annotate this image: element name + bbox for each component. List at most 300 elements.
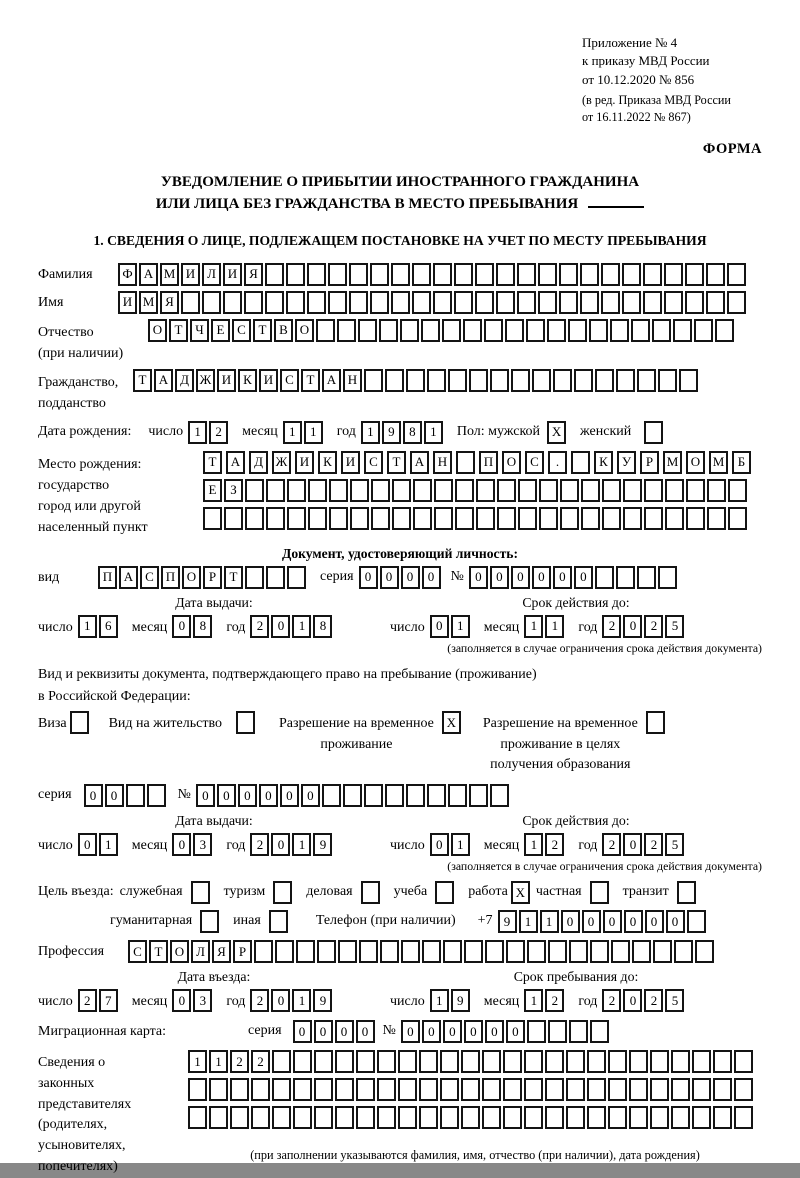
char-cell[interactable] — [616, 369, 635, 392]
char-cell[interactable] — [671, 1050, 690, 1073]
char-cell[interactable] — [538, 263, 557, 286]
char-cell[interactable] — [665, 507, 684, 530]
char-cell[interactable]: Т — [224, 566, 243, 589]
char-cell[interactable]: 1 — [292, 989, 311, 1012]
char-cell[interactable] — [602, 479, 621, 502]
char-cell[interactable] — [338, 940, 357, 963]
char-cell[interactable] — [734, 1106, 753, 1129]
char-cell[interactable] — [727, 263, 746, 286]
char-cell[interactable]: Я — [160, 291, 179, 314]
char-cell[interactable]: 1 — [99, 833, 118, 856]
char-cell[interactable] — [328, 291, 347, 314]
char-cell[interactable] — [421, 319, 440, 342]
char-cell[interactable] — [434, 479, 453, 502]
char-cell[interactable]: М — [709, 451, 728, 474]
char-cell[interactable] — [566, 1050, 585, 1073]
char-cell[interactable] — [496, 263, 515, 286]
char-cell[interactable]: 0 — [271, 989, 290, 1012]
char-cell[interactable]: Н — [433, 451, 452, 474]
char-cell[interactable] — [287, 507, 306, 530]
char-cell[interactable]: 0 — [422, 1020, 441, 1043]
char-cell[interactable]: 0 — [196, 784, 215, 807]
char-cell[interactable] — [629, 1078, 648, 1101]
char-cell[interactable] — [461, 1106, 480, 1129]
char-cell[interactable]: Л — [191, 940, 210, 963]
char-cell[interactable] — [203, 507, 222, 530]
char-cell[interactable]: 0 — [271, 615, 290, 638]
char-cell[interactable] — [629, 1050, 648, 1073]
residence-permit-checkbox[interactable] — [236, 711, 255, 734]
char-cell[interactable] — [484, 319, 503, 342]
char-cell[interactable] — [314, 1106, 333, 1129]
char-cell[interactable]: Т — [387, 451, 406, 474]
char-cell[interactable]: 0 — [464, 1020, 483, 1043]
char-cell[interactable] — [587, 1106, 606, 1129]
char-cell[interactable]: 9 — [382, 421, 401, 444]
char-cell[interactable] — [188, 1106, 207, 1129]
char-cell[interactable]: М — [663, 451, 682, 474]
char-cell[interactable] — [538, 291, 557, 314]
char-cell[interactable]: 2 — [644, 833, 663, 856]
purpose-study-checkbox[interactable] — [435, 881, 454, 904]
char-cell[interactable]: 1 — [430, 989, 449, 1012]
char-cell[interactable] — [377, 1050, 396, 1073]
char-cell[interactable] — [713, 1050, 732, 1073]
char-cell[interactable] — [692, 1106, 711, 1129]
char-cell[interactable]: 2 — [644, 989, 663, 1012]
char-cell[interactable]: О — [148, 319, 167, 342]
char-cell[interactable] — [463, 319, 482, 342]
char-cell[interactable]: 9 — [451, 989, 470, 1012]
char-cell[interactable] — [317, 940, 336, 963]
char-cell[interactable] — [427, 784, 446, 807]
char-cell[interactable] — [505, 319, 524, 342]
char-cell[interactable]: 0 — [623, 615, 642, 638]
char-cell[interactable]: Н — [343, 369, 362, 392]
char-cell[interactable] — [622, 291, 641, 314]
char-cell[interactable]: 0 — [666, 910, 685, 933]
char-cell[interactable]: О — [295, 319, 314, 342]
char-cell[interactable]: 9 — [313, 833, 332, 856]
char-cell[interactable]: 0 — [172, 833, 191, 856]
char-cell[interactable] — [335, 1078, 354, 1101]
char-cell[interactable] — [335, 1050, 354, 1073]
char-cell[interactable] — [653, 940, 672, 963]
char-cell[interactable] — [265, 263, 284, 286]
char-cell[interactable]: З — [224, 479, 243, 502]
char-cell[interactable]: 0 — [238, 784, 257, 807]
char-cell[interactable]: 0 — [105, 784, 124, 807]
char-cell[interactable] — [245, 566, 264, 589]
char-cell[interactable] — [587, 1050, 606, 1073]
char-cell[interactable] — [307, 291, 326, 314]
char-cell[interactable]: 0 — [623, 989, 642, 1012]
char-cell[interactable]: 1 — [519, 910, 538, 933]
char-cell[interactable] — [713, 1078, 732, 1101]
char-cell[interactable]: И — [118, 291, 137, 314]
char-cell[interactable]: 1 — [545, 615, 564, 638]
char-cell[interactable]: 1 — [361, 421, 380, 444]
char-cell[interactable] — [251, 1106, 270, 1129]
char-cell[interactable]: А — [139, 263, 158, 286]
char-cell[interactable] — [400, 319, 419, 342]
char-cell[interactable] — [224, 507, 243, 530]
char-cell[interactable]: 2 — [602, 833, 621, 856]
char-cell[interactable] — [713, 1106, 732, 1129]
char-cell[interactable] — [245, 507, 264, 530]
char-cell[interactable]: 1 — [292, 833, 311, 856]
char-cell[interactable] — [371, 479, 390, 502]
char-cell[interactable] — [412, 291, 431, 314]
char-cell[interactable] — [545, 1078, 564, 1101]
char-cell[interactable] — [524, 1106, 543, 1129]
char-cell[interactable] — [637, 369, 656, 392]
char-cell[interactable]: 0 — [624, 910, 643, 933]
char-cell[interactable] — [412, 263, 431, 286]
char-cell[interactable] — [433, 263, 452, 286]
char-cell[interactable]: 9 — [498, 910, 517, 933]
char-cell[interactable] — [524, 1050, 543, 1073]
sex-male-checkbox[interactable]: X — [547, 421, 566, 444]
char-cell[interactable] — [497, 507, 516, 530]
char-cell[interactable] — [629, 1106, 648, 1129]
char-cell[interactable]: И — [295, 451, 314, 474]
char-cell[interactable]: 1 — [451, 615, 470, 638]
char-cell[interactable]: Ж — [272, 451, 291, 474]
char-cell[interactable] — [308, 479, 327, 502]
char-cell[interactable]: 1 — [292, 615, 311, 638]
char-cell[interactable] — [650, 1050, 669, 1073]
char-cell[interactable] — [686, 479, 705, 502]
char-cell[interactable]: О — [502, 451, 521, 474]
char-cell[interactable]: 0 — [271, 833, 290, 856]
char-cell[interactable]: 7 — [99, 989, 118, 1012]
char-cell[interactable] — [685, 291, 704, 314]
char-cell[interactable]: 0 — [430, 615, 449, 638]
char-cell[interactable] — [623, 479, 642, 502]
purpose-transit-checkbox[interactable] — [677, 881, 696, 904]
char-cell[interactable] — [587, 1078, 606, 1101]
char-cell[interactable]: Б — [732, 451, 751, 474]
char-cell[interactable] — [350, 479, 369, 502]
char-cell[interactable]: Е — [203, 479, 222, 502]
char-cell[interactable]: 0 — [603, 910, 622, 933]
char-cell[interactable]: Ч — [190, 319, 209, 342]
char-cell[interactable] — [287, 479, 306, 502]
char-cell[interactable] — [469, 369, 488, 392]
char-cell[interactable] — [454, 291, 473, 314]
char-cell[interactable] — [419, 1106, 438, 1129]
char-cell[interactable] — [518, 507, 537, 530]
char-cell[interactable] — [287, 566, 306, 589]
char-cell[interactable] — [559, 291, 578, 314]
char-cell[interactable] — [686, 507, 705, 530]
char-cell[interactable]: 1 — [524, 833, 543, 856]
char-cell[interactable]: 0 — [172, 615, 191, 638]
char-cell[interactable] — [692, 1050, 711, 1073]
char-cell[interactable]: 0 — [359, 566, 378, 589]
char-cell[interactable]: 1 — [283, 421, 302, 444]
char-cell[interactable] — [286, 291, 305, 314]
char-cell[interactable]: 0 — [401, 1020, 420, 1043]
char-cell[interactable] — [230, 1078, 249, 1101]
char-cell[interactable] — [476, 507, 495, 530]
char-cell[interactable]: 2 — [78, 989, 97, 1012]
char-cell[interactable]: Д — [175, 369, 194, 392]
char-cell[interactable] — [349, 291, 368, 314]
char-cell[interactable] — [461, 1050, 480, 1073]
char-cell[interactable] — [209, 1106, 228, 1129]
char-cell[interactable]: П — [161, 566, 180, 589]
char-cell[interactable]: 1 — [451, 833, 470, 856]
purpose-business-checkbox[interactable] — [361, 881, 380, 904]
char-cell[interactable] — [398, 1078, 417, 1101]
char-cell[interactable] — [314, 1050, 333, 1073]
char-cell[interactable]: К — [238, 369, 257, 392]
char-cell[interactable] — [272, 1050, 291, 1073]
char-cell[interactable] — [293, 1106, 312, 1129]
char-cell[interactable]: 2 — [545, 833, 564, 856]
char-cell[interactable]: 0 — [532, 566, 551, 589]
char-cell[interactable]: 1 — [304, 421, 323, 444]
char-cell[interactable] — [245, 479, 264, 502]
char-cell[interactable] — [664, 291, 683, 314]
char-cell[interactable]: Л — [202, 263, 221, 286]
char-cell[interactable]: А — [154, 369, 173, 392]
char-cell[interactable] — [694, 319, 713, 342]
char-cell[interactable] — [526, 319, 545, 342]
char-cell[interactable]: П — [479, 451, 498, 474]
char-cell[interactable] — [476, 479, 495, 502]
purpose-private-checkbox[interactable] — [590, 881, 609, 904]
char-cell[interactable]: 0 — [506, 1020, 525, 1043]
char-cell[interactable] — [527, 1020, 546, 1043]
char-cell[interactable] — [356, 1050, 375, 1073]
char-cell[interactable] — [482, 1078, 501, 1101]
purpose-other-checkbox[interactable] — [269, 910, 288, 933]
char-cell[interactable] — [371, 507, 390, 530]
char-cell[interactable]: А — [119, 566, 138, 589]
char-cell[interactable] — [706, 291, 725, 314]
char-cell[interactable]: 1 — [209, 1050, 228, 1073]
char-cell[interactable]: Ф — [118, 263, 137, 286]
char-cell[interactable]: С — [364, 451, 383, 474]
char-cell[interactable] — [518, 479, 537, 502]
char-cell[interactable] — [574, 369, 593, 392]
char-cell[interactable]: 2 — [250, 989, 269, 1012]
char-cell[interactable]: У — [617, 451, 636, 474]
char-cell[interactable] — [254, 940, 273, 963]
char-cell[interactable] — [650, 1078, 669, 1101]
char-cell[interactable] — [440, 1050, 459, 1073]
char-cell[interactable]: К — [594, 451, 613, 474]
char-cell[interactable] — [356, 1106, 375, 1129]
char-cell[interactable] — [329, 507, 348, 530]
char-cell[interactable] — [440, 1078, 459, 1101]
char-cell[interactable]: О — [182, 566, 201, 589]
char-cell[interactable]: 1 — [524, 615, 543, 638]
char-cell[interactable]: 8 — [193, 615, 212, 638]
char-cell[interactable]: С — [140, 566, 159, 589]
char-cell[interactable] — [419, 1078, 438, 1101]
char-cell[interactable] — [608, 1050, 627, 1073]
char-cell[interactable] — [571, 451, 590, 474]
char-cell[interactable] — [307, 263, 326, 286]
char-cell[interactable] — [448, 784, 467, 807]
char-cell[interactable] — [595, 566, 614, 589]
char-cell[interactable] — [679, 369, 698, 392]
char-cell[interactable] — [293, 1078, 312, 1101]
char-cell[interactable]: М — [139, 291, 158, 314]
char-cell[interactable] — [391, 263, 410, 286]
char-cell[interactable] — [692, 1078, 711, 1101]
char-cell[interactable] — [553, 369, 572, 392]
char-cell[interactable]: 0 — [485, 1020, 504, 1043]
char-cell[interactable]: Я — [244, 263, 263, 286]
char-cell[interactable]: С — [128, 940, 147, 963]
char-cell[interactable] — [631, 319, 650, 342]
visa-checkbox[interactable] — [70, 711, 89, 734]
char-cell[interactable] — [547, 319, 566, 342]
char-cell[interactable] — [455, 479, 474, 502]
char-cell[interactable]: Д — [249, 451, 268, 474]
char-cell[interactable]: . — [548, 451, 567, 474]
char-cell[interactable]: П — [98, 566, 117, 589]
char-cell[interactable] — [496, 291, 515, 314]
char-cell[interactable] — [385, 784, 404, 807]
char-cell[interactable] — [652, 319, 671, 342]
char-cell[interactable] — [734, 1078, 753, 1101]
char-cell[interactable] — [308, 507, 327, 530]
char-cell[interactable] — [427, 369, 446, 392]
char-cell[interactable]: 0 — [301, 784, 320, 807]
char-cell[interactable]: Е — [211, 319, 230, 342]
char-cell[interactable] — [734, 1050, 753, 1073]
purpose-work-checkbox[interactable]: X — [511, 881, 530, 904]
char-cell[interactable] — [706, 263, 725, 286]
char-cell[interactable] — [524, 1078, 543, 1101]
char-cell[interactable]: А — [322, 369, 341, 392]
char-cell[interactable]: 3 — [193, 989, 212, 1012]
char-cell[interactable] — [497, 479, 516, 502]
char-cell[interactable] — [590, 940, 609, 963]
purpose-tourism-checkbox[interactable] — [273, 881, 292, 904]
char-cell[interactable]: 1 — [188, 421, 207, 444]
char-cell[interactable] — [728, 507, 747, 530]
char-cell[interactable] — [622, 263, 641, 286]
char-cell[interactable] — [272, 1106, 291, 1129]
char-cell[interactable] — [391, 291, 410, 314]
char-cell[interactable]: 6 — [99, 615, 118, 638]
char-cell[interactable] — [632, 940, 651, 963]
char-cell[interactable]: Т — [301, 369, 320, 392]
char-cell[interactable] — [322, 784, 341, 807]
char-cell[interactable]: 2 — [545, 989, 564, 1012]
char-cell[interactable] — [456, 451, 475, 474]
char-cell[interactable]: С — [232, 319, 251, 342]
char-cell[interactable]: 0 — [561, 910, 580, 933]
char-cell[interactable]: И — [223, 263, 242, 286]
char-cell[interactable] — [727, 291, 746, 314]
char-cell[interactable] — [674, 940, 693, 963]
char-cell[interactable] — [286, 263, 305, 286]
char-cell[interactable] — [434, 507, 453, 530]
char-cell[interactable]: 1 — [424, 421, 443, 444]
char-cell[interactable]: Р — [203, 566, 222, 589]
char-cell[interactable] — [364, 784, 383, 807]
char-cell[interactable] — [658, 369, 677, 392]
char-cell[interactable] — [379, 319, 398, 342]
char-cell[interactable]: 0 — [443, 1020, 462, 1043]
char-cell[interactable] — [413, 479, 432, 502]
char-cell[interactable] — [545, 1050, 564, 1073]
char-cell[interactable] — [602, 507, 621, 530]
char-cell[interactable] — [469, 784, 488, 807]
char-cell[interactable] — [266, 566, 285, 589]
char-cell[interactable] — [296, 940, 315, 963]
char-cell[interactable] — [461, 1078, 480, 1101]
char-cell[interactable] — [539, 479, 558, 502]
char-cell[interactable]: С — [280, 369, 299, 392]
char-cell[interactable]: Т — [149, 940, 168, 963]
char-cell[interactable]: Т — [133, 369, 152, 392]
char-cell[interactable]: 0 — [401, 566, 420, 589]
purpose-humanitarian-checkbox[interactable] — [200, 910, 219, 933]
char-cell[interactable]: А — [226, 451, 245, 474]
char-cell[interactable] — [560, 479, 579, 502]
char-cell[interactable]: 0 — [280, 784, 299, 807]
char-cell[interactable] — [223, 291, 242, 314]
char-cell[interactable]: К — [318, 451, 337, 474]
char-cell[interactable] — [695, 940, 714, 963]
char-cell[interactable]: 0 — [380, 566, 399, 589]
char-cell[interactable]: 0 — [78, 833, 97, 856]
char-cell[interactable] — [687, 910, 706, 933]
char-cell[interactable] — [517, 291, 536, 314]
char-cell[interactable] — [244, 291, 263, 314]
char-cell[interactable] — [665, 479, 684, 502]
char-cell[interactable] — [448, 369, 467, 392]
char-cell[interactable] — [482, 1106, 501, 1129]
char-cell[interactable] — [328, 263, 347, 286]
char-cell[interactable] — [611, 940, 630, 963]
char-cell[interactable] — [343, 784, 362, 807]
char-cell[interactable]: 0 — [335, 1020, 354, 1043]
char-cell[interactable] — [350, 507, 369, 530]
char-cell[interactable]: 2 — [602, 615, 621, 638]
char-cell[interactable] — [569, 940, 588, 963]
char-cell[interactable] — [517, 263, 536, 286]
char-cell[interactable]: 0 — [645, 910, 664, 933]
char-cell[interactable]: Ж — [196, 369, 215, 392]
char-cell[interactable] — [356, 1078, 375, 1101]
char-cell[interactable] — [406, 369, 425, 392]
char-cell[interactable] — [358, 319, 377, 342]
char-cell[interactable] — [503, 1050, 522, 1073]
char-cell[interactable] — [316, 319, 335, 342]
char-cell[interactable]: М — [160, 263, 179, 286]
char-cell[interactable]: В — [274, 319, 293, 342]
char-cell[interactable] — [616, 566, 635, 589]
char-cell[interactable]: 2 — [251, 1050, 270, 1073]
char-cell[interactable] — [566, 1078, 585, 1101]
char-cell[interactable] — [377, 1106, 396, 1129]
char-cell[interactable]: 1 — [524, 989, 543, 1012]
char-cell[interactable] — [181, 291, 200, 314]
char-cell[interactable] — [419, 1050, 438, 1073]
char-cell[interactable]: Р — [640, 451, 659, 474]
char-cell[interactable] — [728, 479, 747, 502]
